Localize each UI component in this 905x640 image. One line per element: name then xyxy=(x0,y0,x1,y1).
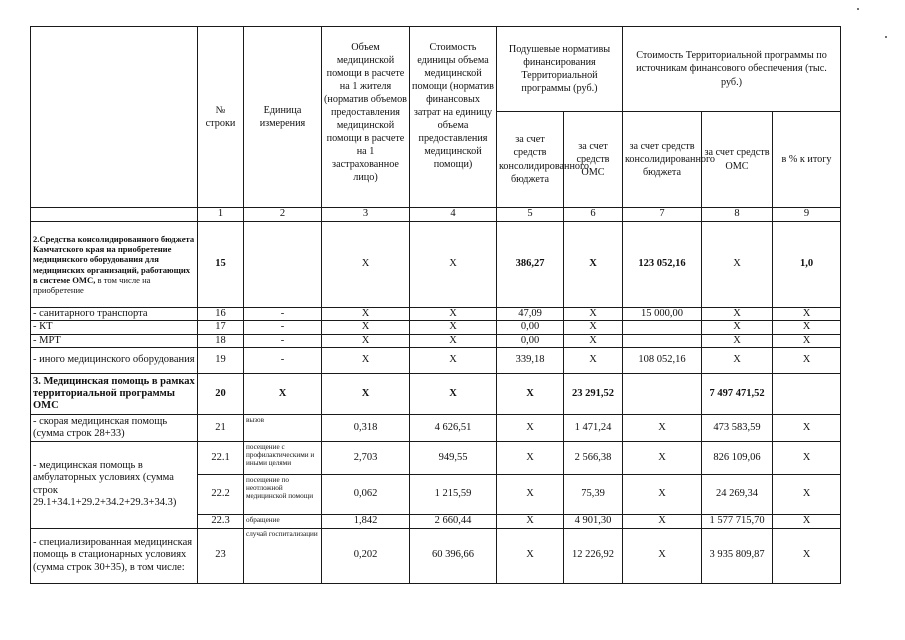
row-cost: 1 215,59 xyxy=(410,475,497,515)
column-number: 4 xyxy=(410,208,497,222)
row-total-oms: X xyxy=(702,308,773,321)
row-percapita-oms: 23 291,52 xyxy=(564,374,623,415)
row-unit: посещение по неотложной медицинской помощи xyxy=(244,475,322,515)
row-unit: - xyxy=(244,308,322,321)
scan-speck xyxy=(885,36,887,38)
column-number-row xyxy=(31,208,841,222)
header-total-percent: в % к итогу xyxy=(773,112,841,208)
row-total-oms: X xyxy=(702,222,773,308)
row-percapita-oms: 4 901,30 xyxy=(564,515,623,528)
row-number: 16 xyxy=(198,308,244,321)
row-percapita-budget: X xyxy=(497,442,564,475)
row-total-budget xyxy=(623,374,702,415)
row-total-oms: X xyxy=(702,334,773,347)
row-name: - специализированная медицинская помощь в стационарных условиях (сумма строк 30+35), в том числе: xyxy=(31,528,198,583)
row-percent: X xyxy=(773,415,841,442)
column-number: 1 xyxy=(198,208,244,222)
row-cost: X xyxy=(410,334,497,347)
row-percent: X xyxy=(773,321,841,334)
row-cost: 2 660,44 xyxy=(410,515,497,528)
row-total-budget: 123 052,16 xyxy=(623,222,702,308)
column-number: 7 xyxy=(623,208,702,222)
row-cost: 4 626,51 xyxy=(410,415,497,442)
row-volume: 0,202 xyxy=(322,528,410,583)
scan-speck xyxy=(857,8,859,10)
row-total-budget: X xyxy=(623,475,702,515)
row-number: 20 xyxy=(198,374,244,415)
row-name: - санитарного транспорта xyxy=(31,308,198,321)
row-percent: 1,0 xyxy=(773,222,841,308)
row-cost: X xyxy=(410,222,497,308)
row-name: - МРТ xyxy=(31,334,198,347)
row-volume: 0,318 xyxy=(322,415,410,442)
row-number: 21 xyxy=(198,415,244,442)
row-percapita-oms: X xyxy=(564,321,623,334)
row-percapita-budget: X xyxy=(497,475,564,515)
row-cost: 60 396,66 xyxy=(410,528,497,583)
row-volume: X xyxy=(322,374,410,415)
row-unit: - xyxy=(244,321,322,334)
row-total-oms: 1 577 715,70 xyxy=(702,515,773,528)
table-row xyxy=(31,321,841,334)
header-percapita-oms: за счет средств ОМС xyxy=(564,112,623,208)
row-percapita-budget: 0,00 xyxy=(497,321,564,334)
table-row xyxy=(31,374,841,415)
row-volume: 2,703 xyxy=(322,442,410,475)
header-volume: Объем медицинской помощи в расчете на 1 жителя (норматив объемов предоставления медицинской помощи в расчете на 1 застрахованное лицо) xyxy=(322,27,410,208)
row-unit: вызов xyxy=(244,415,322,442)
table-row xyxy=(31,222,841,308)
column-number: 2 xyxy=(244,208,322,222)
header-percapita-budget: за счет средств консолидированного бюджета xyxy=(497,112,564,208)
row-number: 19 xyxy=(198,348,244,374)
column-number: 8 xyxy=(702,208,773,222)
row-total-oms: 24 269,34 xyxy=(702,475,773,515)
territorial-program-table xyxy=(30,26,841,584)
header-row-number: № строки xyxy=(198,27,244,208)
row-percent xyxy=(773,374,841,415)
row-total-budget: X xyxy=(623,442,702,475)
row-unit: случай госпитализации xyxy=(244,528,322,583)
row-percapita-oms: 1 471,24 xyxy=(564,415,623,442)
row-unit: посещение с профилактическими и иными целями xyxy=(244,442,322,475)
row-volume: X xyxy=(322,321,410,334)
table-row xyxy=(31,308,841,321)
row-percapita-budget: 386,27 xyxy=(497,222,564,308)
row-percapita-budget: 0,00 xyxy=(497,334,564,347)
header-percapita-group: Подушевые нормативы финансирования Территориальной программы (руб.) xyxy=(497,27,623,112)
row-cost: X xyxy=(410,374,497,415)
row-total-oms: 473 583,59 xyxy=(702,415,773,442)
column-number: 6 xyxy=(564,208,623,222)
row-number: 23 xyxy=(198,528,244,583)
header-total-oms: за счет средств ОМС xyxy=(702,112,773,208)
row-percapita-budget: X xyxy=(497,515,564,528)
row-name: - медицинская помощь в амбулаторных условиях (сумма строк 29.1+34.1+29.2+34.2+29.3+34.3) xyxy=(31,442,198,528)
row-volume: X xyxy=(322,308,410,321)
row-percapita-oms: X xyxy=(564,334,623,347)
row-cost: X xyxy=(410,348,497,374)
row-total-oms: 3 935 809,87 xyxy=(702,528,773,583)
row-percapita-oms: 2 566,38 xyxy=(564,442,623,475)
row-total-oms: 7 497 471,52 xyxy=(702,374,773,415)
column-number xyxy=(31,208,198,222)
table-row xyxy=(31,528,841,583)
row-number: 22.2 xyxy=(198,475,244,515)
row-total-oms: X xyxy=(702,321,773,334)
row-total-budget xyxy=(623,334,702,347)
row-total-budget: 15 000,00 xyxy=(623,308,702,321)
header-name-cell xyxy=(31,27,198,208)
row-number: 22.1 xyxy=(198,442,244,475)
header-unit: Единица измерения xyxy=(244,27,322,208)
row-number: 18 xyxy=(198,334,244,347)
row-percent: X xyxy=(773,515,841,528)
column-number: 5 xyxy=(497,208,564,222)
row-volume: 1,842 xyxy=(322,515,410,528)
row-name: - КТ xyxy=(31,321,198,334)
row-unit: - xyxy=(244,348,322,374)
row-cost: X xyxy=(410,308,497,321)
row-number: 15 xyxy=(198,222,244,308)
row-unit: X xyxy=(244,374,322,415)
row-percapita-oms: X xyxy=(564,308,623,321)
row-volume: X xyxy=(322,348,410,374)
row-percent: X xyxy=(773,334,841,347)
row-percapita-oms: 12 226,92 xyxy=(564,528,623,583)
row-number: 17 xyxy=(198,321,244,334)
row-percent: X xyxy=(773,528,841,583)
header-unit-cost: Стоимость единицы объема медицинской помощи (норматив финансовых затрат на единицу объема предоставления медицинской помощи) xyxy=(410,27,497,208)
row-percapita-oms: X xyxy=(564,222,623,308)
row-percent: X xyxy=(773,442,841,475)
table-row xyxy=(31,334,841,347)
row-name: - иного медицинского оборудования xyxy=(31,348,198,374)
row-total-oms: X xyxy=(702,348,773,374)
row-percent: X xyxy=(773,348,841,374)
row-percent: X xyxy=(773,308,841,321)
table-row xyxy=(31,415,841,442)
row-volume: X xyxy=(322,222,410,308)
row-name: - скорая медицинская помощь (сумма строк 28+33) xyxy=(31,415,198,442)
row-unit: обращение xyxy=(244,515,322,528)
row-name: 3. Медицинская помощь в рамках территориальной программы ОМС xyxy=(31,374,198,415)
table-row xyxy=(31,442,841,475)
row-name: 2.Средства консолидированного бюджета Камчатского края на приобретение медицинского оборудования для медицинских организаций, работающих в системе ОМС, в том числе на приобретение xyxy=(31,222,198,308)
row-percapita-oms: 75,39 xyxy=(564,475,623,515)
row-total-budget xyxy=(623,321,702,334)
row-cost: X xyxy=(410,321,497,334)
row-number: 22.3 xyxy=(198,515,244,528)
header-total-budget: за счет средств консолидированного бюджета xyxy=(623,112,702,208)
row-unit: - xyxy=(244,334,322,347)
row-cost: 949,55 xyxy=(410,442,497,475)
table-row xyxy=(31,348,841,374)
row-total-oms: 826 109,06 xyxy=(702,442,773,475)
row-volume: 0,062 xyxy=(322,475,410,515)
row-total-budget: X xyxy=(623,415,702,442)
header-total-group: Стоимость Территориальной программы по источникам финансового обеспечения (тыс. руб.) xyxy=(623,27,841,112)
row-volume: X xyxy=(322,334,410,347)
row-percapita-budget: X xyxy=(497,528,564,583)
row-total-budget: 108 052,16 xyxy=(623,348,702,374)
row-unit xyxy=(244,222,322,308)
budget-table-sheet xyxy=(30,26,840,584)
row-percapita-oms: X xyxy=(564,348,623,374)
row-total-budget: X xyxy=(623,528,702,583)
row-percapita-budget: X xyxy=(497,415,564,442)
row-percapita-budget: 339,18 xyxy=(497,348,564,374)
row-percapita-budget: X xyxy=(497,374,564,415)
column-number: 3 xyxy=(322,208,410,222)
column-number: 9 xyxy=(773,208,841,222)
row-percapita-budget: 47,09 xyxy=(497,308,564,321)
row-percent: X xyxy=(773,475,841,515)
row-total-budget: X xyxy=(623,515,702,528)
